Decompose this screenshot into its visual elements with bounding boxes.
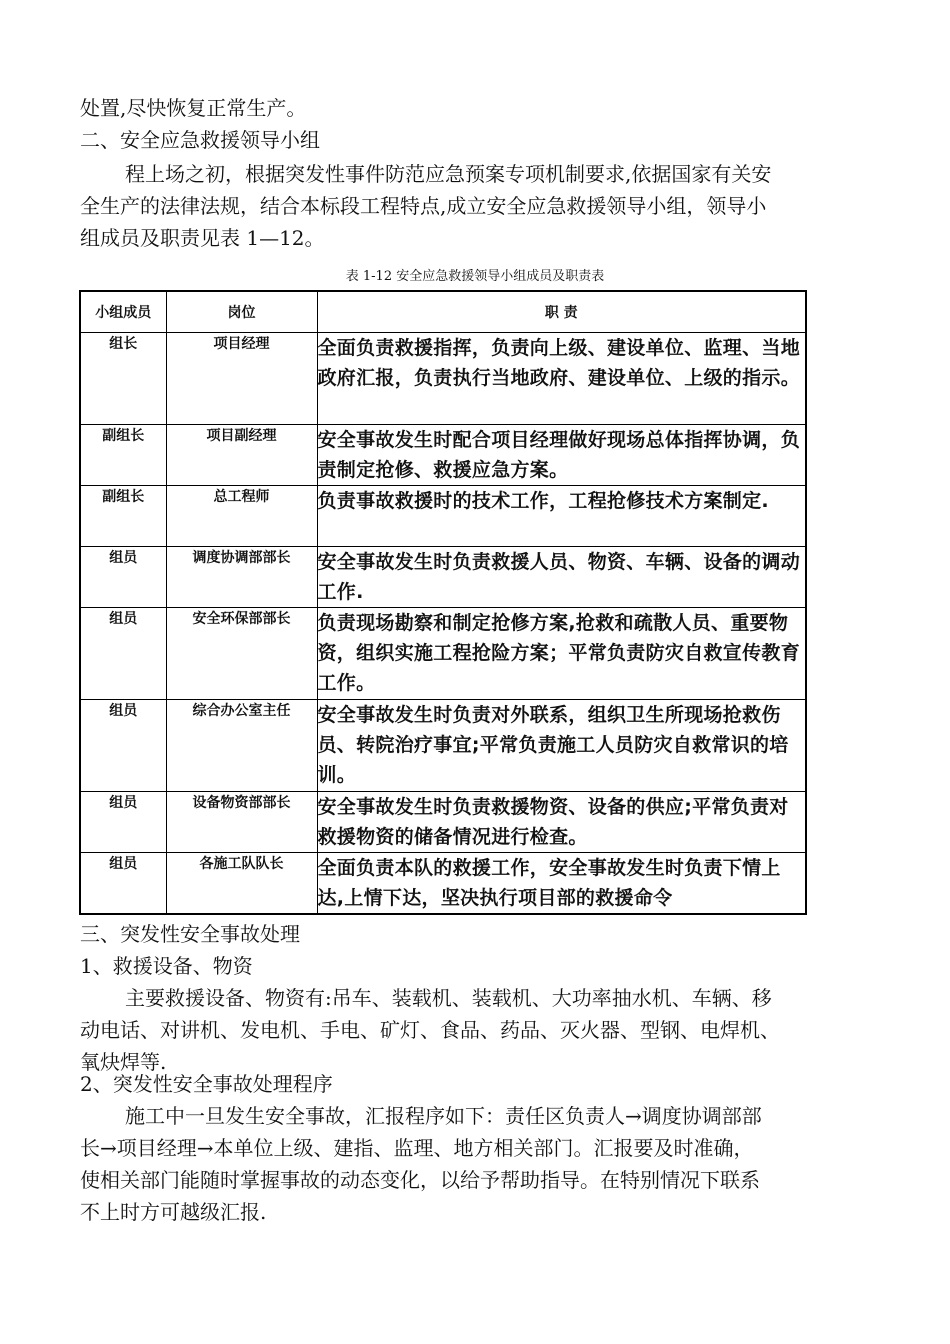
header-duty: 职 责	[317, 291, 806, 333]
paragraph-line: 施工中一旦发生安全事故，汇报程序如下：责任区负责人→调度协调部部	[125, 1104, 762, 1128]
paragraph-line: 动电话、对讲机、发电机、手电、矿灯、食品、药品、灭火器、型钢、电焊机、	[80, 1018, 780, 1042]
paragraph-line: 组成员及职责见表 1—12。	[80, 226, 325, 250]
table-row	[80, 700, 806, 792]
section-heading-2: 二、安全应急救援领导小组	[80, 128, 320, 152]
cell-member: 副组长	[80, 425, 166, 486]
section-heading-3: 三、突发性安全事故处理	[80, 922, 300, 946]
cell-duty: 安全事故发生时负责救援人员、物资、车辆、设备的调动工作.	[317, 547, 806, 608]
cell-member: 副组长	[80, 486, 166, 547]
header-post: 岗位	[166, 291, 317, 333]
paragraph-line: 长→项目经理→本单位上级、建指、监理、地方相关部门。汇报要及时准确，	[80, 1136, 754, 1160]
intro-line: 处置,尽快恢复正常生产。	[80, 96, 307, 120]
table-row	[80, 486, 806, 547]
cell-duty: 负责事故救援时的技术工作，工程抢修技术方案制定.	[317, 486, 806, 547]
paragraph-line: 主要救援设备、物资有:吊车、装载机、装载机、大功率抽水机、车辆、移	[125, 986, 772, 1010]
paragraph-line: 使相关部门能随时掌握事故的动态变化，以给予帮助指导。在特别情况下联系	[80, 1168, 760, 1192]
paragraph-line: 氧炔焊等.	[80, 1050, 167, 1074]
cell-post: 总工程师	[166, 486, 317, 547]
table-row	[80, 333, 806, 425]
cell-duty: 安全事故发生时负责救援物资、设备的供应;平常负责对救援物资的储备情况进行检查。	[317, 792, 806, 853]
table-header-row	[80, 291, 806, 333]
table-row	[80, 547, 806, 608]
table-row	[80, 853, 806, 915]
table-row	[80, 608, 806, 700]
cell-post: 综合办公室主任	[166, 700, 317, 792]
cell-member: 组员	[80, 853, 166, 915]
cell-member: 组员	[80, 792, 166, 853]
header-member: 小组成员	[80, 291, 166, 333]
cell-duty: 负责现场勘察和制定抢修方案,抢救和疏散人员、重要物资，组织实施工程抢险方案；平常负责防灾自救宣传教育工作。	[317, 608, 806, 700]
cell-post: 调度协调部部长	[166, 547, 317, 608]
cell-duty: 安全事故发生时负责对外联系，组织卫生所现场抢救伤员、转院治疗事宜;平常负责施工人员防灾自救常识的培训。	[317, 700, 806, 792]
cell-post: 设备物资部部长	[166, 792, 317, 853]
table-caption: 表 1-12 安全应急救援领导小组成员及职责表	[345, 269, 605, 284]
cell-member: 组长	[80, 333, 166, 425]
cell-duty: 全面负责救援指挥，负责向上级、建设单位、监理、当地政府汇报，负责执行当地政府、建设单位、上级的指示。	[317, 333, 806, 425]
subheading-1: 1、救援设备、物资	[80, 954, 253, 978]
cell-post: 安全环保部部长	[166, 608, 317, 700]
cell-member: 组员	[80, 700, 166, 792]
table-row	[80, 425, 806, 486]
cell-post: 项目经理	[166, 333, 317, 425]
paragraph-line: 程上场之初，根据突发性事件防范应急预案专项机制要求,依据国家有关安	[125, 162, 772, 186]
cell-post: 各施工队队长	[166, 853, 317, 915]
paragraph-line: 不上时方可越级汇报.	[80, 1200, 267, 1224]
cell-post: 项目副经理	[166, 425, 317, 486]
paragraph-line: 全生产的法律法规，结合本标段工程特点,成立安全应急救援领导小组，领导小	[80, 194, 767, 218]
subheading-2: 2、突发性安全事故处理程序	[80, 1072, 333, 1096]
table-row	[80, 792, 806, 853]
cell-member: 组员	[80, 547, 166, 608]
cell-member: 组员	[80, 608, 166, 700]
cell-duty: 安全事故发生时配合项目经理做好现场总体指挥协调，负责制定抢修、救援应急方案。	[317, 425, 806, 486]
duty-table	[79, 290, 807, 915]
cell-duty: 全面负责本队的救援工作，安全事故发生时负责下情上达,上情下达，坚决执行项目部的救援命令	[317, 853, 806, 915]
